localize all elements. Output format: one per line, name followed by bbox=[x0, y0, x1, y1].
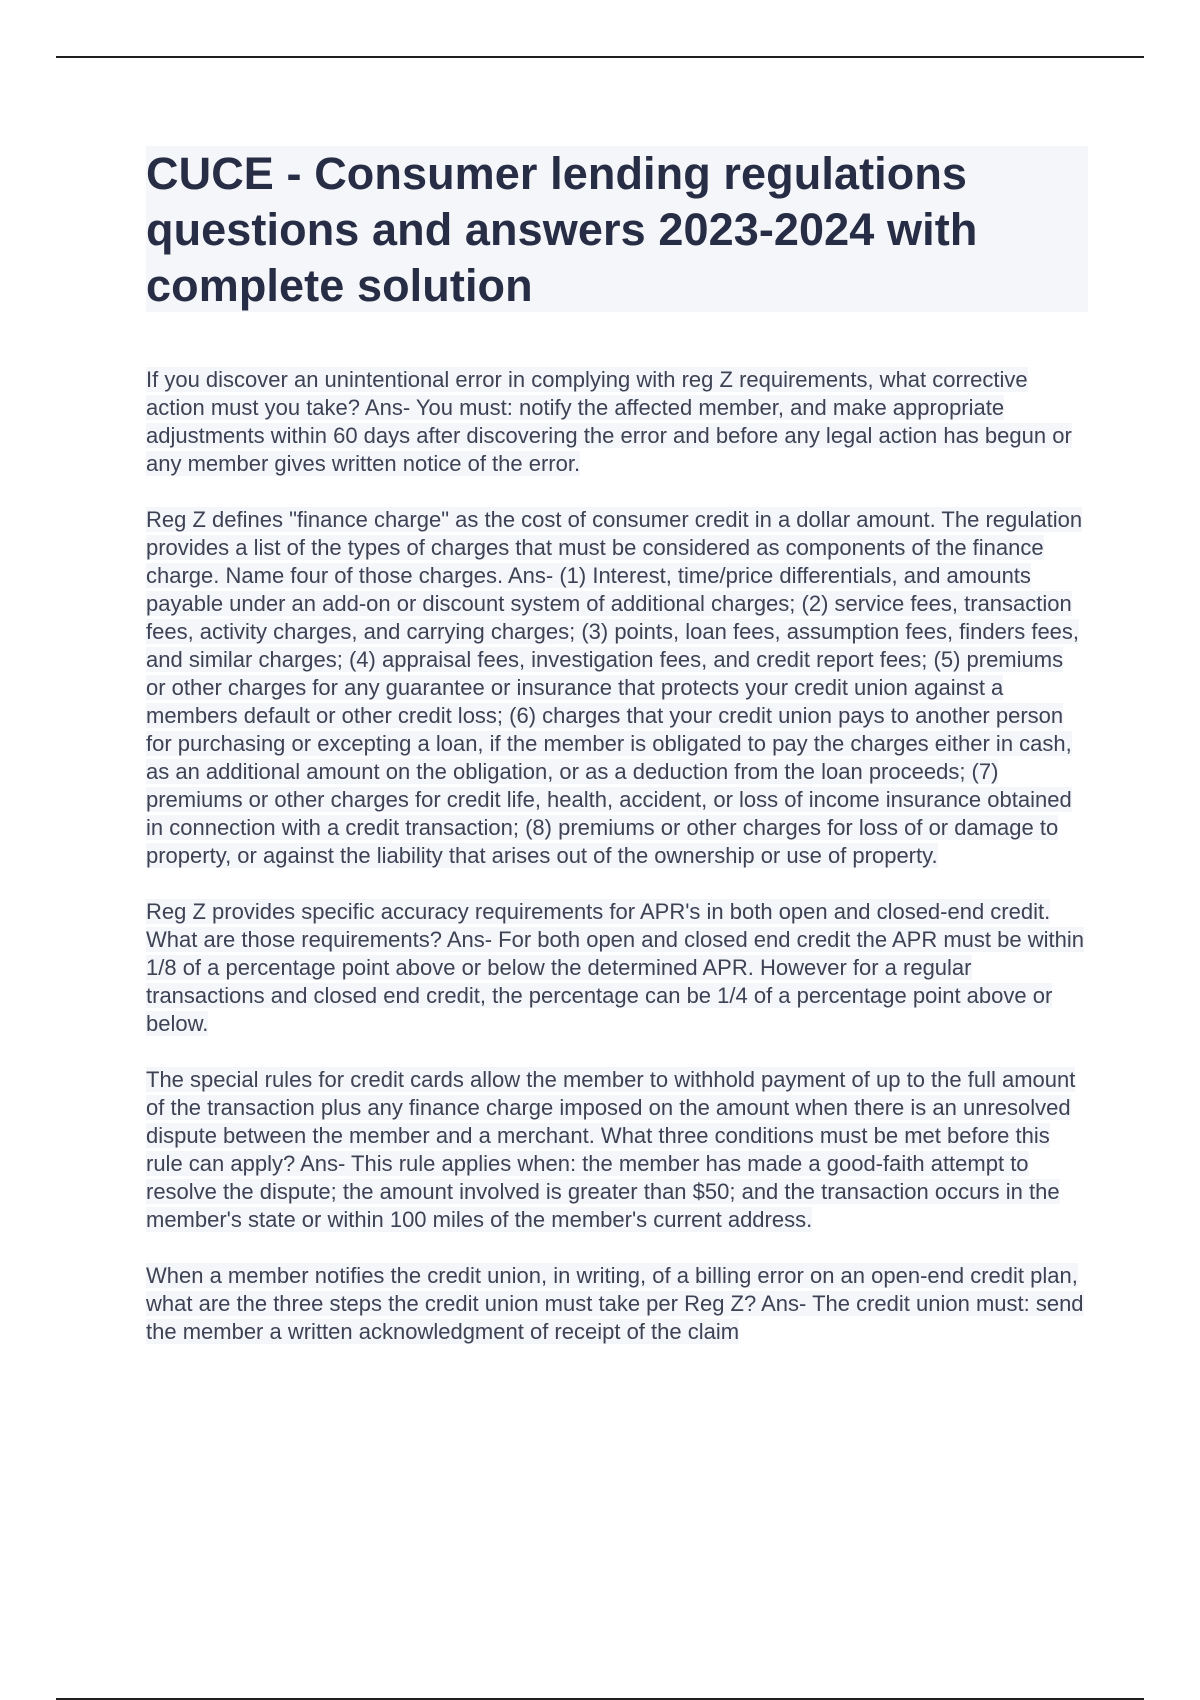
qa-entry-text: Reg Z defines "finance charge" as the cost of consumer credit in a dollar amount. The regulation provides a list of the types of charges that must be considered as components of the finance charge. Name four of those charges. Ans- (1) Interest, time/price differentials, and amounts payable under an add-on or discount system of additional charges; (2) service fees, transaction fees, activity charges, and carrying charges; (3) points, loan fees, assumption fees, finders fees, and similar charges; (4) appraisal fees, investigation fees, and credit report fees; (5) premiums or other charges for any guarantee or insurance that protects your credit union against a members default or other credit loss; (6) charges that your credit union pays to another person for purchasing or excepting a loan, if the member is obligated to pay the charges either in cash, as an additional amount on the obligation, or as a deduction from the loan proceeds; (7) premiums or other charges for credit life, health, accident, or loss of income insurance obtained in connection with a credit transaction; (8) premiums or other charges for loss of or damage to property, or against the liability that arises out of the ownership or use of property. bbox=[146, 507, 1083, 868]
top-rule bbox=[56, 56, 1144, 58]
qa-entry bbox=[146, 898, 1086, 1038]
document-title: CUCE - Consumer lending regulations questions and answers 2023-2024 with complete solution bbox=[146, 148, 978, 311]
qa-entry-text: Reg Z provides specific accuracy requirements for APR's in both open and closed-end credit. What are those requirements? Ans- For both open and closed end credit the APR must be within 1/8 of a percentage point above or below the determined APR. However for a regular transactions and closed end credit, the percentage can be 1/4 of a percentage point above or below. bbox=[146, 899, 1084, 1036]
title-block bbox=[146, 146, 1088, 312]
qa-entry bbox=[146, 366, 1086, 478]
qa-entry-text: When a member notifies the credit union, in writing, of a billing error on an open-end credit plan, what are the three steps the credit union must take per Reg Z? Ans- The credit union must: send the member a written acknowledgment of receipt of the claim bbox=[146, 1263, 1084, 1344]
qa-entry bbox=[146, 1066, 1086, 1234]
document-body bbox=[146, 366, 1086, 1374]
qa-entry-text: The special rules for credit cards allow the member to withhold payment of up to the full amount of the transaction plus any finance charge imposed on the amount when there is an unresolved dispute between the member and a merchant. What three conditions must be met before this rule can apply? Ans- This rule applies when: the member has made a good-faith attempt to resolve the dispute; the amount involved is greater than $50; and the transaction occurs in the member's state or within 100 miles of the member's current address. bbox=[146, 1067, 1076, 1232]
qa-entry bbox=[146, 1262, 1086, 1346]
qa-entry-text: If you discover an unintentional error in complying with reg Z requirements, what corrective action must you take? Ans- You must: notify the affected member, and make appropriate adjustments within 60 days after discovering the error and before any legal action has begun or any member gives written notice of the error. bbox=[146, 367, 1072, 476]
qa-entry bbox=[146, 506, 1086, 870]
